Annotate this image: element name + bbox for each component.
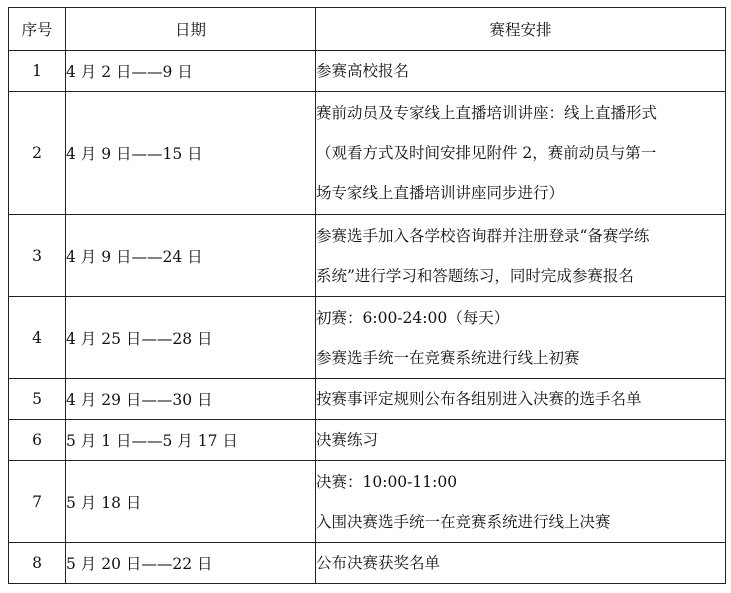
table-row	[9, 461, 726, 543]
schedule-line: 系统”进行学习和答题练习，同时完成参赛报名	[316, 266, 634, 285]
row-date: 4 月 9 日——15 日	[66, 92, 316, 215]
schedule-line: 决赛：10:00-11:00	[316, 472, 458, 491]
row-index: 7	[9, 461, 66, 543]
table-row	[9, 297, 726, 379]
schedule-line: 场专家线上直播培训讲座同步进行）	[316, 184, 565, 202]
row-index: 1	[9, 51, 66, 92]
row-date: 4 月 25 日——28 日	[66, 297, 316, 379]
row-schedule	[316, 379, 726, 420]
schedule-line: 参赛高校报名	[316, 62, 410, 80]
row-index: 5	[9, 379, 66, 420]
schedule-line: 参赛选手加入各学校咨询群并注册登录“备赛学练	[316, 226, 650, 245]
schedule-line: 赛前动员及专家线上直播培训讲座：线上直播形式	[316, 104, 658, 122]
schedule-line: （观看方式及时间安排见附件 2，赛前动员与第一	[316, 144, 657, 162]
row-date: 4 月 9 日——24 日	[66, 215, 316, 297]
row-date: 5 月 18 日	[66, 461, 316, 543]
schedule-line: 初赛：6:00-24:00（每天）	[316, 308, 510, 327]
schedule-line: 决赛练习	[316, 431, 379, 449]
table-row	[9, 215, 726, 297]
table-row	[9, 51, 726, 92]
schedule-line: 入围决赛选手统一在竞赛系统进行线上决赛	[316, 512, 611, 531]
row-schedule	[316, 92, 726, 215]
row-index: 6	[9, 420, 66, 461]
row-schedule	[316, 543, 726, 584]
row-schedule	[316, 420, 726, 461]
schedule-line: 按赛事评定规则公布各组别进入决赛的选手名单	[316, 390, 642, 408]
row-date: 5 月 1 日——5 月 17 日	[66, 420, 316, 461]
row-index: 3	[9, 215, 66, 297]
schedule-table	[8, 7, 726, 584]
row-date: 5 月 20 日——22 日	[66, 543, 316, 584]
table-row	[9, 420, 726, 461]
row-index: 8	[9, 543, 66, 584]
row-schedule	[316, 51, 726, 92]
schedule-line: 公布决赛获奖名单	[316, 554, 441, 572]
row-index: 4	[9, 297, 66, 379]
table-row	[9, 543, 726, 584]
row-schedule	[316, 215, 726, 297]
header-schedule: 赛程安排	[316, 8, 726, 51]
row-index: 2	[9, 92, 66, 215]
table-row	[9, 379, 726, 420]
table-row	[9, 92, 726, 215]
row-date: 4 月 29 日——30 日	[66, 379, 316, 420]
header-index: 序号	[9, 8, 66, 51]
row-date: 4 月 2 日——9 日	[66, 51, 316, 92]
schedule-line: 参赛选手统一在竞赛系统进行线上初赛	[316, 348, 580, 367]
row-schedule	[316, 461, 726, 543]
table-header-row	[9, 8, 726, 51]
header-date: 日期	[66, 8, 316, 51]
row-schedule	[316, 297, 726, 379]
